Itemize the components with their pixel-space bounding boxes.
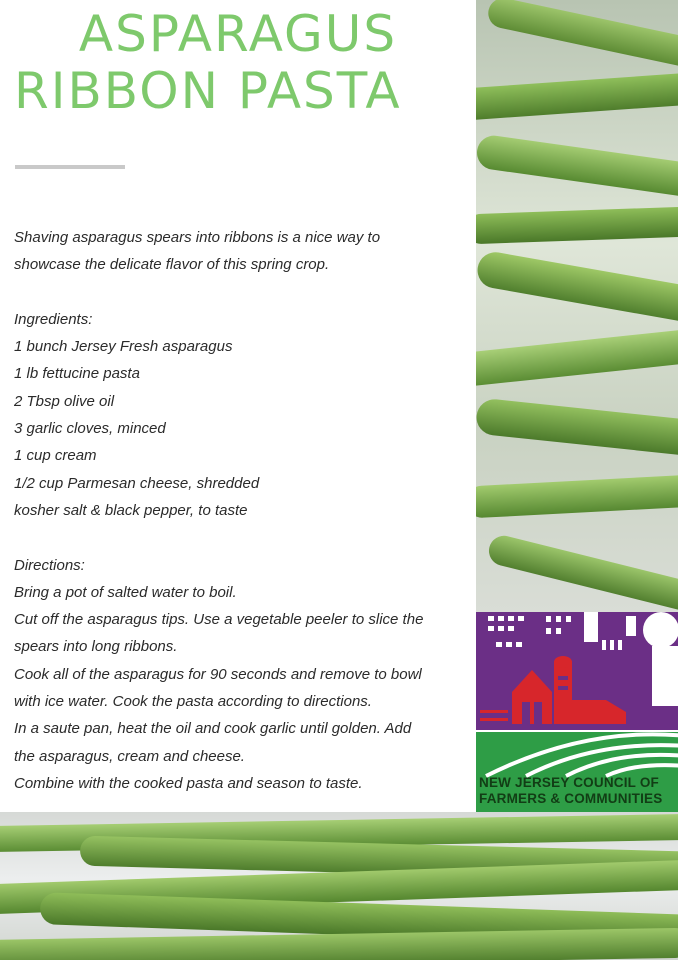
direction-line: the asparagus, cream and cheese. bbox=[14, 747, 245, 765]
logo-wordmark bbox=[479, 775, 678, 807]
ingredient-item: 1 cup cream bbox=[14, 447, 97, 465]
city-farm-icon bbox=[476, 612, 678, 730]
recipe-title bbox=[0, 6, 476, 120]
direction-line: In a saute pan, heat the oil and cook garlic until golden. Add bbox=[14, 720, 412, 738]
asparagus-photo-bottom bbox=[0, 812, 678, 960]
ingredient-item: kosher salt & black pepper, to taste bbox=[14, 501, 248, 519]
ingredient-item: 1 lb fettucine pasta bbox=[14, 365, 140, 383]
title-divider bbox=[15, 165, 125, 169]
title-line-1: ASPARAGUS bbox=[78, 5, 398, 63]
ingredients-heading: Ingredients: bbox=[14, 310, 93, 328]
direction-line: Cut off the asparagus tips. Use a vegetable peeler to slice the bbox=[14, 611, 424, 629]
logo-fields-panel bbox=[476, 732, 678, 812]
logo-line-1: NEW JERSEY COUNCIL OF bbox=[479, 775, 659, 790]
asparagus-photo-right bbox=[476, 0, 678, 612]
ingredient-item: 1/2 cup Parmesan cheese, shredded bbox=[14, 474, 260, 492]
direction-line: Cook all of the asparagus for 90 seconds and remove to bowl bbox=[14, 665, 422, 683]
title-line-2: RIBBON PASTA bbox=[14, 62, 402, 120]
direction-line: with ice water. Cook the pasta according to directions. bbox=[14, 693, 372, 711]
logo-city-farm-panel bbox=[476, 612, 678, 730]
intro-line: Shaving asparagus spears into ribbons is a nice way to bbox=[14, 229, 381, 246]
nj-council-logo bbox=[476, 612, 678, 812]
ingredient-item: 3 garlic cloves, minced bbox=[14, 420, 166, 438]
ingredient-item: 2 Tbsp olive oil bbox=[14, 392, 115, 410]
directions-heading: Directions: bbox=[14, 556, 85, 574]
direction-line: Bring a pot of salted water to boil. bbox=[14, 583, 237, 601]
direction-line: Combine with the cooked pasta and season to taste. bbox=[14, 774, 363, 792]
ingredient-item: 1 bunch Jersey Fresh asparagus bbox=[14, 338, 233, 356]
direction-line: spears into long ribbons. bbox=[14, 638, 178, 656]
recipe-body bbox=[14, 224, 469, 797]
logo-line-2: FARMERS & COMMUNITIES bbox=[479, 791, 663, 806]
intro-line: showcase the delicate flavor of this spring crop. bbox=[14, 256, 330, 274]
